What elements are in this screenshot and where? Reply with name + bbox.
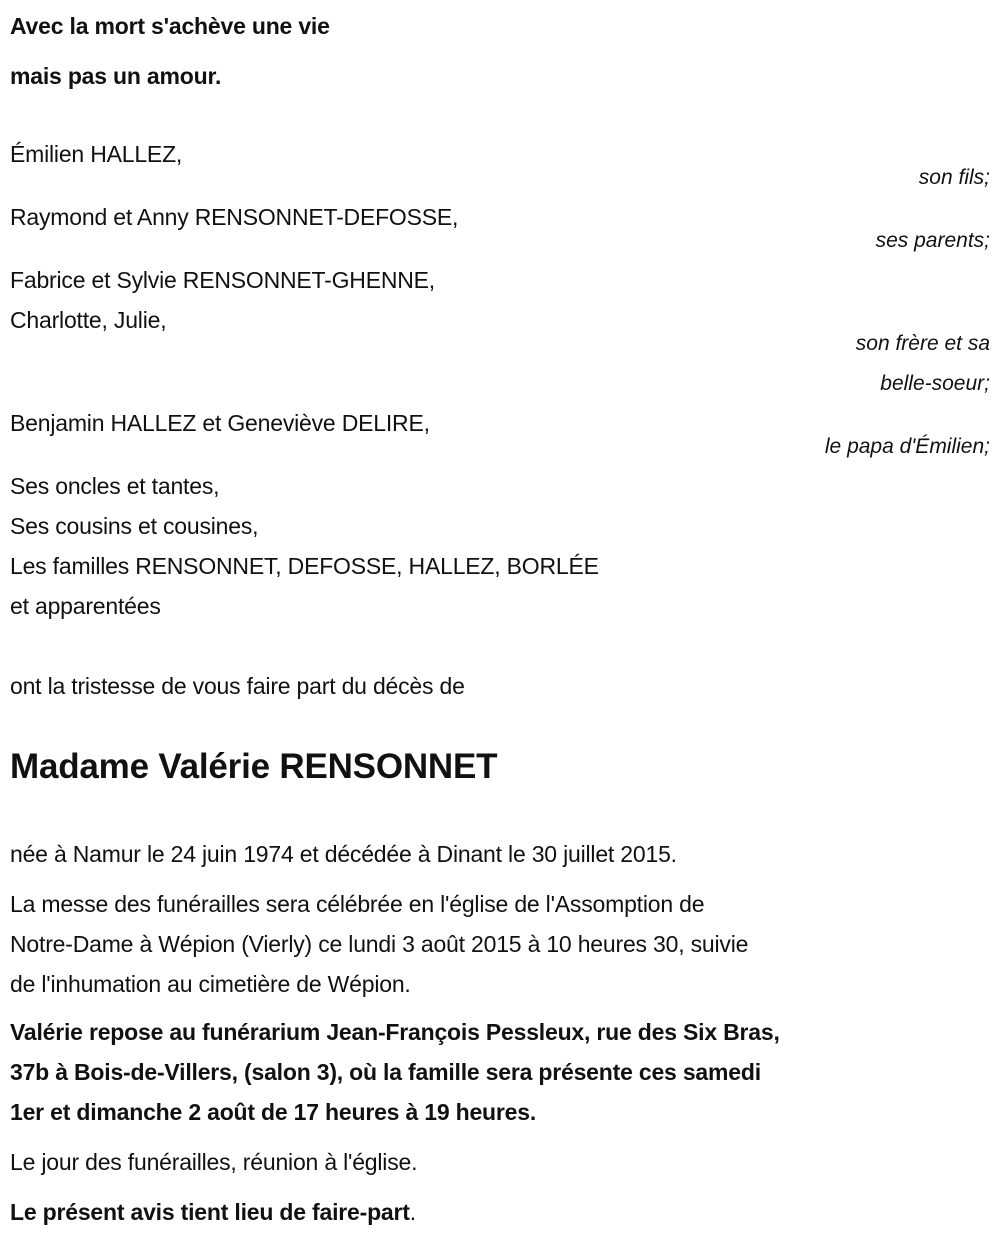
- funeral-line: Notre-Dame à Wépion (Vierly) ce lundi 3 août 2015 à 10 heures 30, suivie: [10, 931, 749, 957]
- family-name: Émilien HALLEZ,: [10, 141, 183, 167]
- family-relation: son frère et sa: [855, 332, 990, 355]
- epigraph-line-2: mais pas un amour.: [10, 63, 222, 89]
- visitation-line: 37b à Bois-de-Villers, (salon 3), où la famille sera présente ces samedi: [10, 1059, 761, 1085]
- extended-family-line: et apparentées: [10, 593, 161, 619]
- notice-period: .: [409, 1199, 416, 1225]
- family-relation: ses parents;: [875, 229, 990, 252]
- visitation-line: Valérie repose au funérarium Jean-François Pessleux, rue des Six Bras,: [10, 1019, 780, 1045]
- family-name: Benjamin HALLEZ et Geneviève DELIRE,: [10, 410, 430, 436]
- extended-family-line: Ses cousins et cousines,: [10, 513, 259, 539]
- deceased-name: Madame Valérie RENSONNET: [10, 747, 498, 786]
- notice: [10, 1198, 416, 1226]
- funeral-line: de l'inhumation au cimetière de Wépion.: [10, 971, 411, 997]
- meeting: Le jour des funérailles, réunion à l'église.: [10, 1149, 418, 1175]
- family-name: Raymond et Anny RENSONNET-DEFOSSE,: [10, 204, 459, 230]
- birth-death: née à Namur le 24 juin 1974 et décédée à Dinant le 30 juillet 2015.: [10, 841, 677, 867]
- family-relation: son fils;: [918, 166, 990, 189]
- family-relation: le papa d'Émilien;: [824, 435, 990, 458]
- family-name: Charlotte, Julie,: [10, 307, 167, 333]
- notice-text: Le présent avis tient lieu de faire-part: [10, 1199, 410, 1225]
- family-relation: belle-soeur;: [880, 372, 990, 395]
- extended-family-line: Ses oncles et tantes,: [10, 473, 220, 499]
- announcement: ont la tristesse de vous faire part du décès de: [10, 673, 465, 699]
- family-name: Fabrice et Sylvie RENSONNET-GHENNE,: [10, 267, 435, 293]
- epigraph-line-1: Avec la mort s'achève une vie: [10, 13, 330, 39]
- visitation-line: 1er et dimanche 2 août de 17 heures à 19 heures.: [10, 1099, 537, 1125]
- funeral-line: La messe des funérailles sera célébrée en l'église de l'Assomption de: [10, 891, 705, 917]
- extended-family-line: Les familles RENSONNET, DEFOSSE, HALLEZ, BORLÉE: [10, 553, 599, 579]
